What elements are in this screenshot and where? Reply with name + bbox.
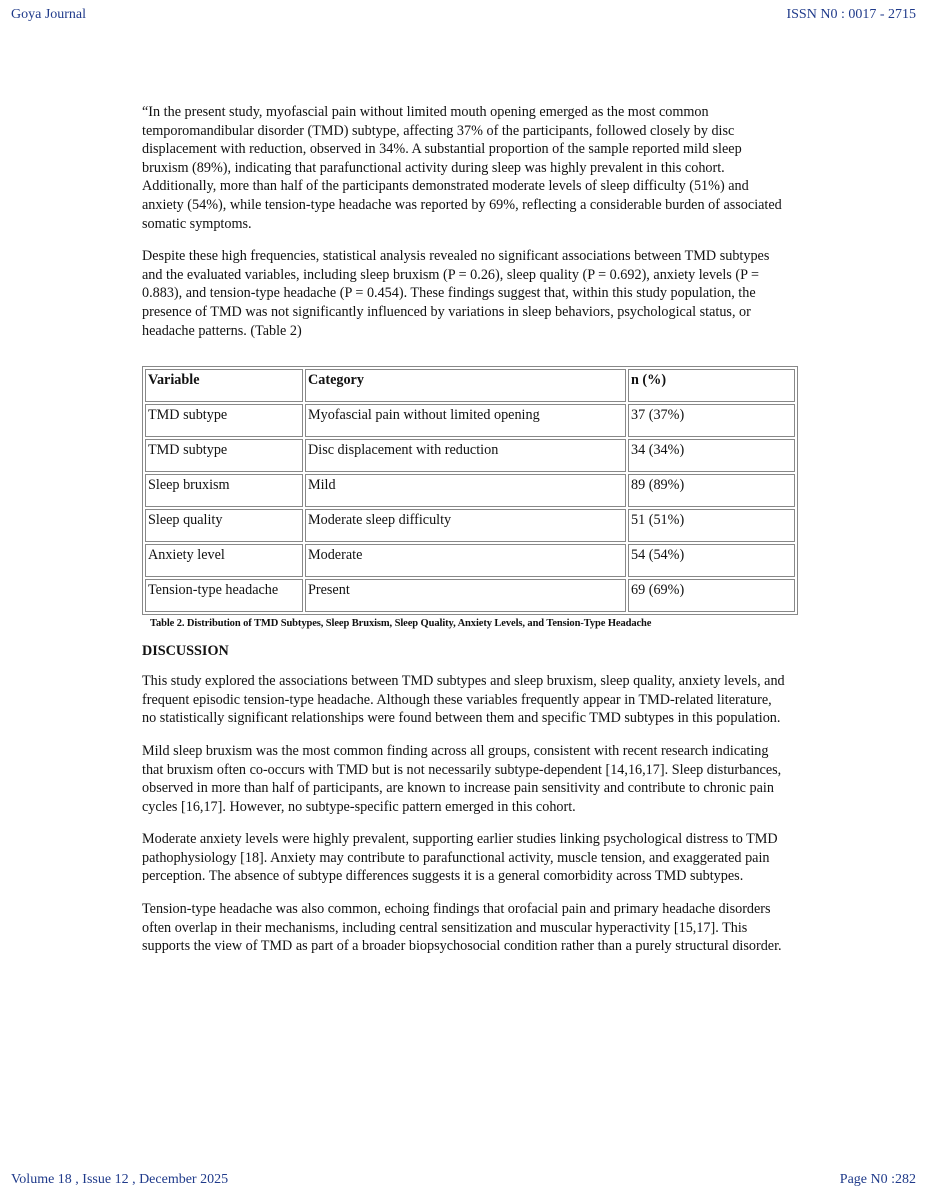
- cell-variable: Tension-type headache: [145, 579, 303, 612]
- header-variable: Variable: [145, 369, 303, 402]
- discussion-paragraph-3: Moderate anxiety levels were highly prevalent, supporting earlier studies linking psychological distress to TMD pathophysiology [18]. Anxiety may contribute to parafunctional activity, muscle tension, and exaggerated pain perception. The absence of subtype differences suggests it is a general comorbidity across TMD subtypes.: [142, 831, 778, 885]
- cell-n-percent: 69 (69%): [628, 579, 795, 612]
- issn-number: ISSN N0 : 0017 - 2715: [786, 7, 916, 22]
- discussion-paragraph-1: This study explored the associations between TMD subtypes and sleep bruxism, sleep quality, anxiety levels, and frequent episodic tension-type headache. Although these variables frequently appear in TMD-related literature, no statistically significant relationships were found between them and specific TMD subtypes in this population.: [142, 673, 785, 727]
- journal-name: Goya Journal: [11, 7, 87, 22]
- cell-variable: Sleep bruxism: [145, 474, 303, 507]
- cell-variable: TMD subtype: [145, 404, 303, 437]
- distribution-table: [142, 366, 798, 615]
- table-2-container: [142, 366, 798, 629]
- cell-variable: Anxiety level: [145, 544, 303, 577]
- page-body: [142, 103, 787, 970]
- discussion-heading: DISCUSSION: [142, 643, 229, 660]
- table-row: [145, 579, 795, 612]
- page-number: Page N0 :282: [839, 1172, 916, 1187]
- cell-n-percent: 34 (34%): [628, 439, 795, 472]
- cell-variable: TMD subtype: [145, 439, 303, 472]
- cell-variable: Sleep quality: [145, 509, 303, 542]
- discussion-paragraph-4: Tension-type headache was also common, echoing findings that orofacial pain and primary headache disorders often overlap in their mechanisms, including central sensitization and muscular hyperactivity [15,17]. This supports the view of TMD as part of a broader biopsychosocial condition rather than a purely structural disorder.: [142, 901, 782, 955]
- table-row: [145, 439, 795, 472]
- table-row: [145, 404, 795, 437]
- cell-category: Myofascial pain without limited opening: [305, 404, 626, 437]
- results-paragraph-2: Despite these high frequencies, statistical analysis revealed no significant associations between TMD subtypes and the evaluated variables, including sleep bruxism (P = 0.26), sleep quality (P = 0.692), anxiety levels (P = 0.883), and tension-type headache (P = 0.454). These findings suggest that, within this study population, the presence of TMD was not significantly influenced by variations in sleep behaviors, psychological status, or headache patterns. (Table 2): [142, 248, 770, 339]
- cell-category: Present: [305, 579, 626, 612]
- table-row: [145, 474, 795, 507]
- cell-n-percent: 54 (54%): [628, 544, 795, 577]
- table-row: [145, 509, 795, 542]
- table-caption: Table 2. Distribution of TMD Subtypes, Sleep Bruxism, Sleep Quality, Anxiety Levels, and Tension-Type Headache: [150, 618, 652, 630]
- table-row: [145, 544, 795, 577]
- cell-category: Disc displacement with reduction: [305, 439, 626, 472]
- cell-n-percent: 51 (51%): [628, 509, 795, 542]
- header-n-percent: n (%): [628, 369, 795, 402]
- volume-issue: Volume 18 , Issue 12 , December 2025: [11, 1172, 229, 1187]
- cell-n-percent: 89 (89%): [628, 474, 795, 507]
- cell-category: Moderate sleep difficulty: [305, 509, 626, 542]
- cell-category: Moderate: [305, 544, 626, 577]
- table-header-row: [145, 369, 795, 402]
- cell-category: Mild: [305, 474, 626, 507]
- cell-n-percent: 37 (37%): [628, 404, 795, 437]
- discussion-paragraph-2: Mild sleep bruxism was the most common finding across all groups, consistent with recent research indicating that bruxism often co-occurs with TMD but is not necessarily subtype-dependent [14,16,17]. Sleep disturbances, observed in more than half of participants, are known to increase pain sensitivity and contribute to chronic pain cycles [16,17]. However, no subtype-specific pattern emerged in this cohort.: [142, 742, 782, 815]
- results-paragraph-1: “In the present study, myofascial pain without limited mouth opening emerged as the most common temporomandibular disorder (TMD) subtype, affecting 37% of the participants, followed closely by disc displacement with reduction, observed in 34%. A substantial proportion of the sample reported mild sleep bruxism (89%), indicating that parafunctional activity during sleep was highly prevalent in this cohort. Additionally, more than half of the participants demonstrated moderate levels of sleep difficulty (51%) and anxiety (54%), while tension-type headache was reported by 69%, reflecting a considerable burden of associated somatic symptoms.: [142, 104, 782, 232]
- header-category: Category: [305, 369, 626, 402]
